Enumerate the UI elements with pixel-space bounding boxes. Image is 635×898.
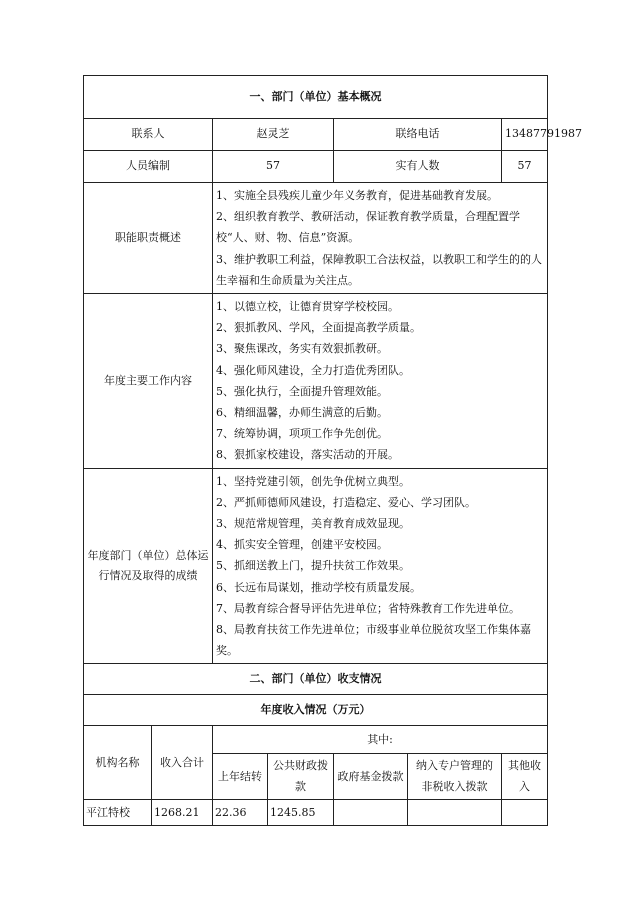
row-total: 1268.21 — [152, 800, 213, 826]
work-item: 5、强化执行，全面提升管理效能。 — [216, 384, 388, 398]
contact-value: 赵灵芝 — [213, 119, 334, 151]
col-fund-header: 政府基金拨款 — [334, 754, 408, 800]
col-fiscal-header: 公共财政拨款 — [268, 754, 334, 800]
contact-label: 联系人 — [84, 119, 213, 151]
col-org-header: 机构名称 — [84, 726, 152, 800]
actual-staff-value: 57 — [502, 151, 548, 183]
work-item: 7、统筹协调，项项工作争先创优。 — [216, 427, 388, 441]
staff-quota-label: 人员编制 — [84, 151, 213, 183]
work-item: 1、以德立校，让德育贯穿学校校园。 — [216, 300, 399, 314]
result-item: 8、局教育扶贫工作先进单位；市级事业单位脱贫攻坚工作集体嘉奖。 — [216, 623, 531, 658]
table-row — [84, 800, 548, 826]
row-fiscal: 1245.85 — [268, 800, 334, 826]
phone-label: 联络电话 — [334, 119, 502, 151]
col-special-header: 纳入专户管理的非税收入拨款 — [408, 754, 502, 800]
col-of-which-header: 其中: — [213, 726, 548, 754]
col-other-header: 其他收入 — [502, 754, 548, 800]
result-item: 7、局教育综合督导评估先进单位；省特殊教育工作先进单位。 — [216, 601, 520, 615]
work-item: 2、狠抓教风、学风，全面提高教学质量。 — [216, 321, 421, 335]
results-label: 年度部门（单位）总体运行情况及取得的成绩 — [84, 468, 213, 664]
result-item: 4、抓实安全管理，创建平安校园。 — [216, 538, 388, 552]
result-item: 3、规范常规管理，美育教育成效显现。 — [216, 517, 410, 531]
row-fund — [334, 800, 408, 826]
result-item: 5、抓细送教上门，提升扶贫工作效果。 — [216, 559, 410, 573]
row-carryover: 22.36 — [213, 800, 268, 826]
col-total-header: 收入合计 — [152, 726, 213, 800]
duty-item: 2、组织教育教学、教研活动，保证教育教学质量，合理配置学校“人、财、物、信息”资源。 — [216, 210, 520, 245]
row-other — [502, 800, 548, 826]
result-item: 1、坚持党建引领，创先争优树立典型。 — [216, 474, 410, 488]
work-item: 3、聚焦课改，务实有效狠抓教研。 — [216, 342, 388, 356]
section2-title: 二、部门（单位）收支情况 — [84, 664, 548, 695]
results-list — [213, 468, 548, 664]
row-special — [408, 800, 502, 826]
section1-title: 一、部门（单位）基本概况 — [84, 76, 548, 119]
staff-quota-value: 57 — [213, 151, 334, 183]
row-org: 平江特校 — [84, 800, 152, 826]
col-carryover-header: 上年结转 — [213, 754, 268, 800]
annual-work-label: 年度主要工作内容 — [84, 294, 213, 469]
work-item: 4、强化师风建设，全力打造优秀团队。 — [216, 363, 410, 377]
result-item: 6、长远布局谋划，推动学校有质量发展。 — [216, 580, 421, 594]
annual-work-list — [213, 294, 548, 469]
duty-item: 1、实施全县残疾儿童少年义务教育，促进基础教育发展。 — [216, 189, 498, 202]
actual-staff-label: 实有人数 — [334, 151, 502, 183]
summary-table — [83, 75, 582, 826]
work-item: 6、精细温馨，办师生满意的后勤。 — [216, 406, 388, 420]
result-item: 2、严抓师德师风建设，打造稳定、爱心、学习团队。 — [216, 495, 476, 509]
duties-label: 职能职责概述 — [84, 183, 213, 294]
income-title: 年度收入情况（万元） — [84, 695, 548, 726]
phone-value: 13487791987 — [502, 119, 548, 151]
work-item: 8、狠抓家校建设，落实活动的开展。 — [216, 448, 399, 462]
duty-item: 3、维护教职工利益，保障教职工合法权益，以教职工和学生的的人生幸福和生命质量为关注点。 — [216, 252, 542, 287]
duties-list — [213, 183, 548, 294]
